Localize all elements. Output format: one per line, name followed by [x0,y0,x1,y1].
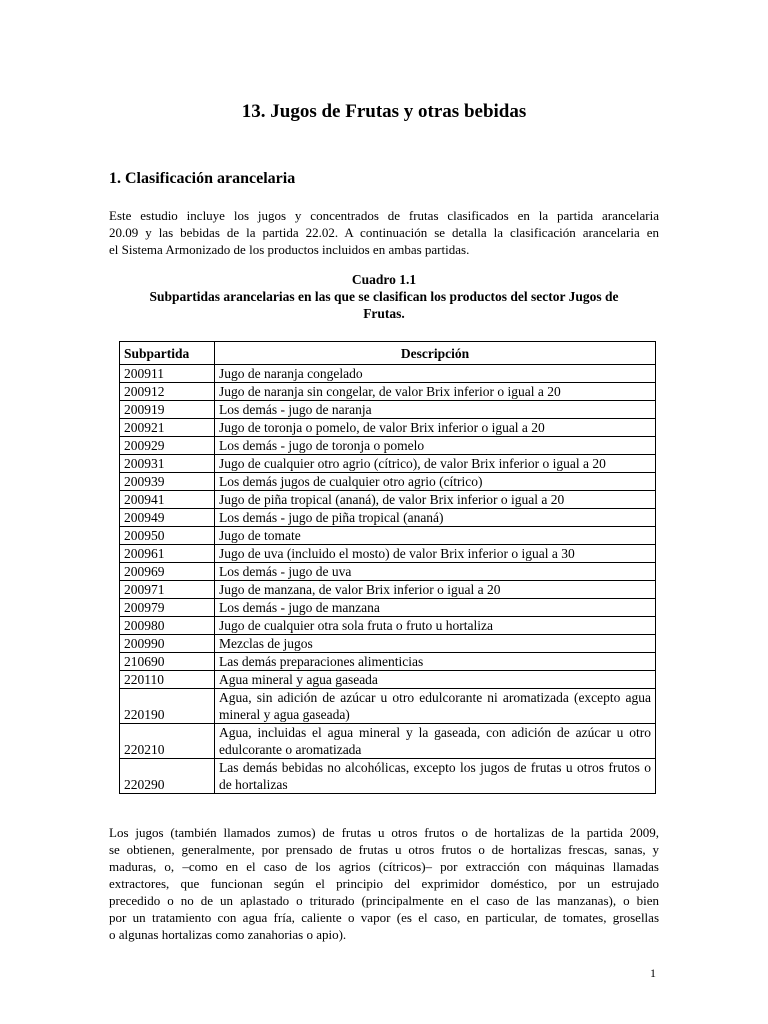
subpartida-cell: 220290 [120,759,215,794]
table-row [120,759,656,794]
body-paragraph [109,824,659,943]
table-row [120,689,656,724]
table-row [120,437,656,455]
descripcion-cell: Jugo de naranja sin congelar, de valor Brix inferior o igual a 20 [215,383,656,401]
table-row [120,509,656,527]
intro-line: Este estudio incluye los jugos y concentrados de frutas clasificados en la partida arancelaria [109,208,659,223]
subpartida-cell: 220210 [120,724,215,759]
subpartida-cell: 200961 [120,545,215,563]
subpartida-cell: 200969 [120,563,215,581]
table-row [120,653,656,671]
body-line: maduras, o, –como en el caso de los agrios (cítricos)– por extracción con máquinas llamadas [109,859,659,874]
subpartida-cell: 200921 [120,419,215,437]
descripcion-cell: Jugo de cualquier otra sola fruta o fruto u hortaliza [215,617,656,635]
table-row [120,545,656,563]
header-subpartida: Subpartida [120,342,215,365]
descripcion-cell: Los demás jugos de cualquier otro agrio (cítrico) [215,473,656,491]
body-line: extractores, que funcionan según el principio del exprimidor doméstico, por un estrujado [109,876,659,891]
body-line: o algunas hortalizas como zanahorias o apio). [109,927,347,942]
table-body [120,365,656,794]
table-row [120,563,656,581]
subpartida-cell: 200931 [120,455,215,473]
descripcion-cell: Las demás bebidas no alcohólicas, excepto los jugos de frutas u otros frutos o de hortalizas [215,759,656,794]
descripcion-cell: Las demás preparaciones alimenticias [215,653,656,671]
table-row [120,419,656,437]
body-line: precedido o no de un aplastado o triturado (principalmente en el caso de las manzanas), o bien [109,893,659,908]
table-row [120,455,656,473]
table-row [120,635,656,653]
page-number: 1 [650,966,656,980]
table-caption [109,271,659,322]
table-row [120,724,656,759]
subpartida-cell: 200979 [120,599,215,617]
table-row [120,491,656,509]
body-line: se obtienen, generalmente, por prensado de frutas u otros frutos o de hortalizas frescas, sanas, y [109,842,659,857]
intro-line: el Sistema Armonizado de los productos incluidos en ambas partidas. [109,242,470,257]
table-row [120,365,656,383]
table-caption-text: Frutas. [363,306,405,321]
table-row [120,671,656,689]
descripcion-cell: Jugo de manzana, de valor Brix inferior o igual a 20 [215,581,656,599]
table-row [120,527,656,545]
table-row [120,617,656,635]
subpartida-cell: 200941 [120,491,215,509]
intro-paragraph [109,207,659,258]
subpartida-cell: 220110 [120,671,215,689]
subpartida-cell: 200950 [120,527,215,545]
descripcion-cell: Mezclas de jugos [215,635,656,653]
descripcion-cell: Los demás - jugo de naranja [215,401,656,419]
table-header-row [120,342,656,365]
descripcion-cell: Los demás - jugo de piña tropical (ananá) [215,509,656,527]
subpartida-cell: 200980 [120,617,215,635]
header-descripcion: Descripción [215,342,656,365]
subpartida-cell: 200929 [120,437,215,455]
subpartida-cell: 200949 [120,509,215,527]
table-caption-number: Cuadro 1.1 [351,272,417,287]
subpartida-cell: 200911 [120,365,215,383]
subpartida-cell: 210690 [120,653,215,671]
descripcion-cell: Jugo de toronja o pomelo, de valor Brix inferior o igual a 20 [215,419,656,437]
table-caption-text: Subpartidas arancelarias en las que se clasifican los productos del sector Jugos de [149,289,619,304]
descripcion-cell: Agua, sin adición de azúcar u otro edulcorante ni aromatizada (excepto agua mineral y agua gaseada) [215,689,656,724]
section-heading: 1. Clasificación arancelaria [109,170,296,187]
subpartida-cell: 200971 [120,581,215,599]
descripcion-cell: Los demás - jugo de manzana [215,599,656,617]
subpartida-cell: 200939 [120,473,215,491]
subpartida-cell: 220190 [120,689,215,724]
descripcion-cell: Los demás - jugo de uva [215,563,656,581]
document-title: 13. Jugos de Frutas y otras bebidas [241,101,527,122]
descripcion-cell: Jugo de tomate [215,527,656,545]
tariff-table [119,341,656,794]
table-row [120,473,656,491]
body-line: Los jugos (también llamados zumos) de frutas u otros frutos o de hortalizas de la partida 2009, [109,825,659,840]
descripcion-cell: Jugo de uva (incluido el mosto) de valor Brix inferior o igual a 30 [215,545,656,563]
descripcion-cell: Agua mineral y agua gaseada [215,671,656,689]
descripcion-cell: Jugo de naranja congelado [215,365,656,383]
descripcion-cell: Jugo de cualquier otro agrio (cítrico), de valor Brix inferior o igual a 20 [215,455,656,473]
descripcion-cell: Los demás - jugo de toronja o pomelo [215,437,656,455]
table-row [120,383,656,401]
descripcion-cell: Jugo de piña tropical (ananá), de valor Brix inferior o igual a 20 [215,491,656,509]
intro-line: 20.09 y las bebidas de la partida 22.02. A continuación se detalla la clasificación arancelaria en [109,225,659,240]
table-row [120,581,656,599]
subpartida-cell: 200912 [120,383,215,401]
subpartida-cell: 200919 [120,401,215,419]
descripcion-cell: Agua, incluidas el agua mineral y la gaseada, con adición de azúcar u otro edulcorante o aromatizada [215,724,656,759]
subpartida-cell: 200990 [120,635,215,653]
table-row [120,401,656,419]
body-line: por un tratamiento con agua fría, caliente o vapor (es el caso, en particular, de tomates, grosellas [109,910,659,925]
table-row [120,599,656,617]
